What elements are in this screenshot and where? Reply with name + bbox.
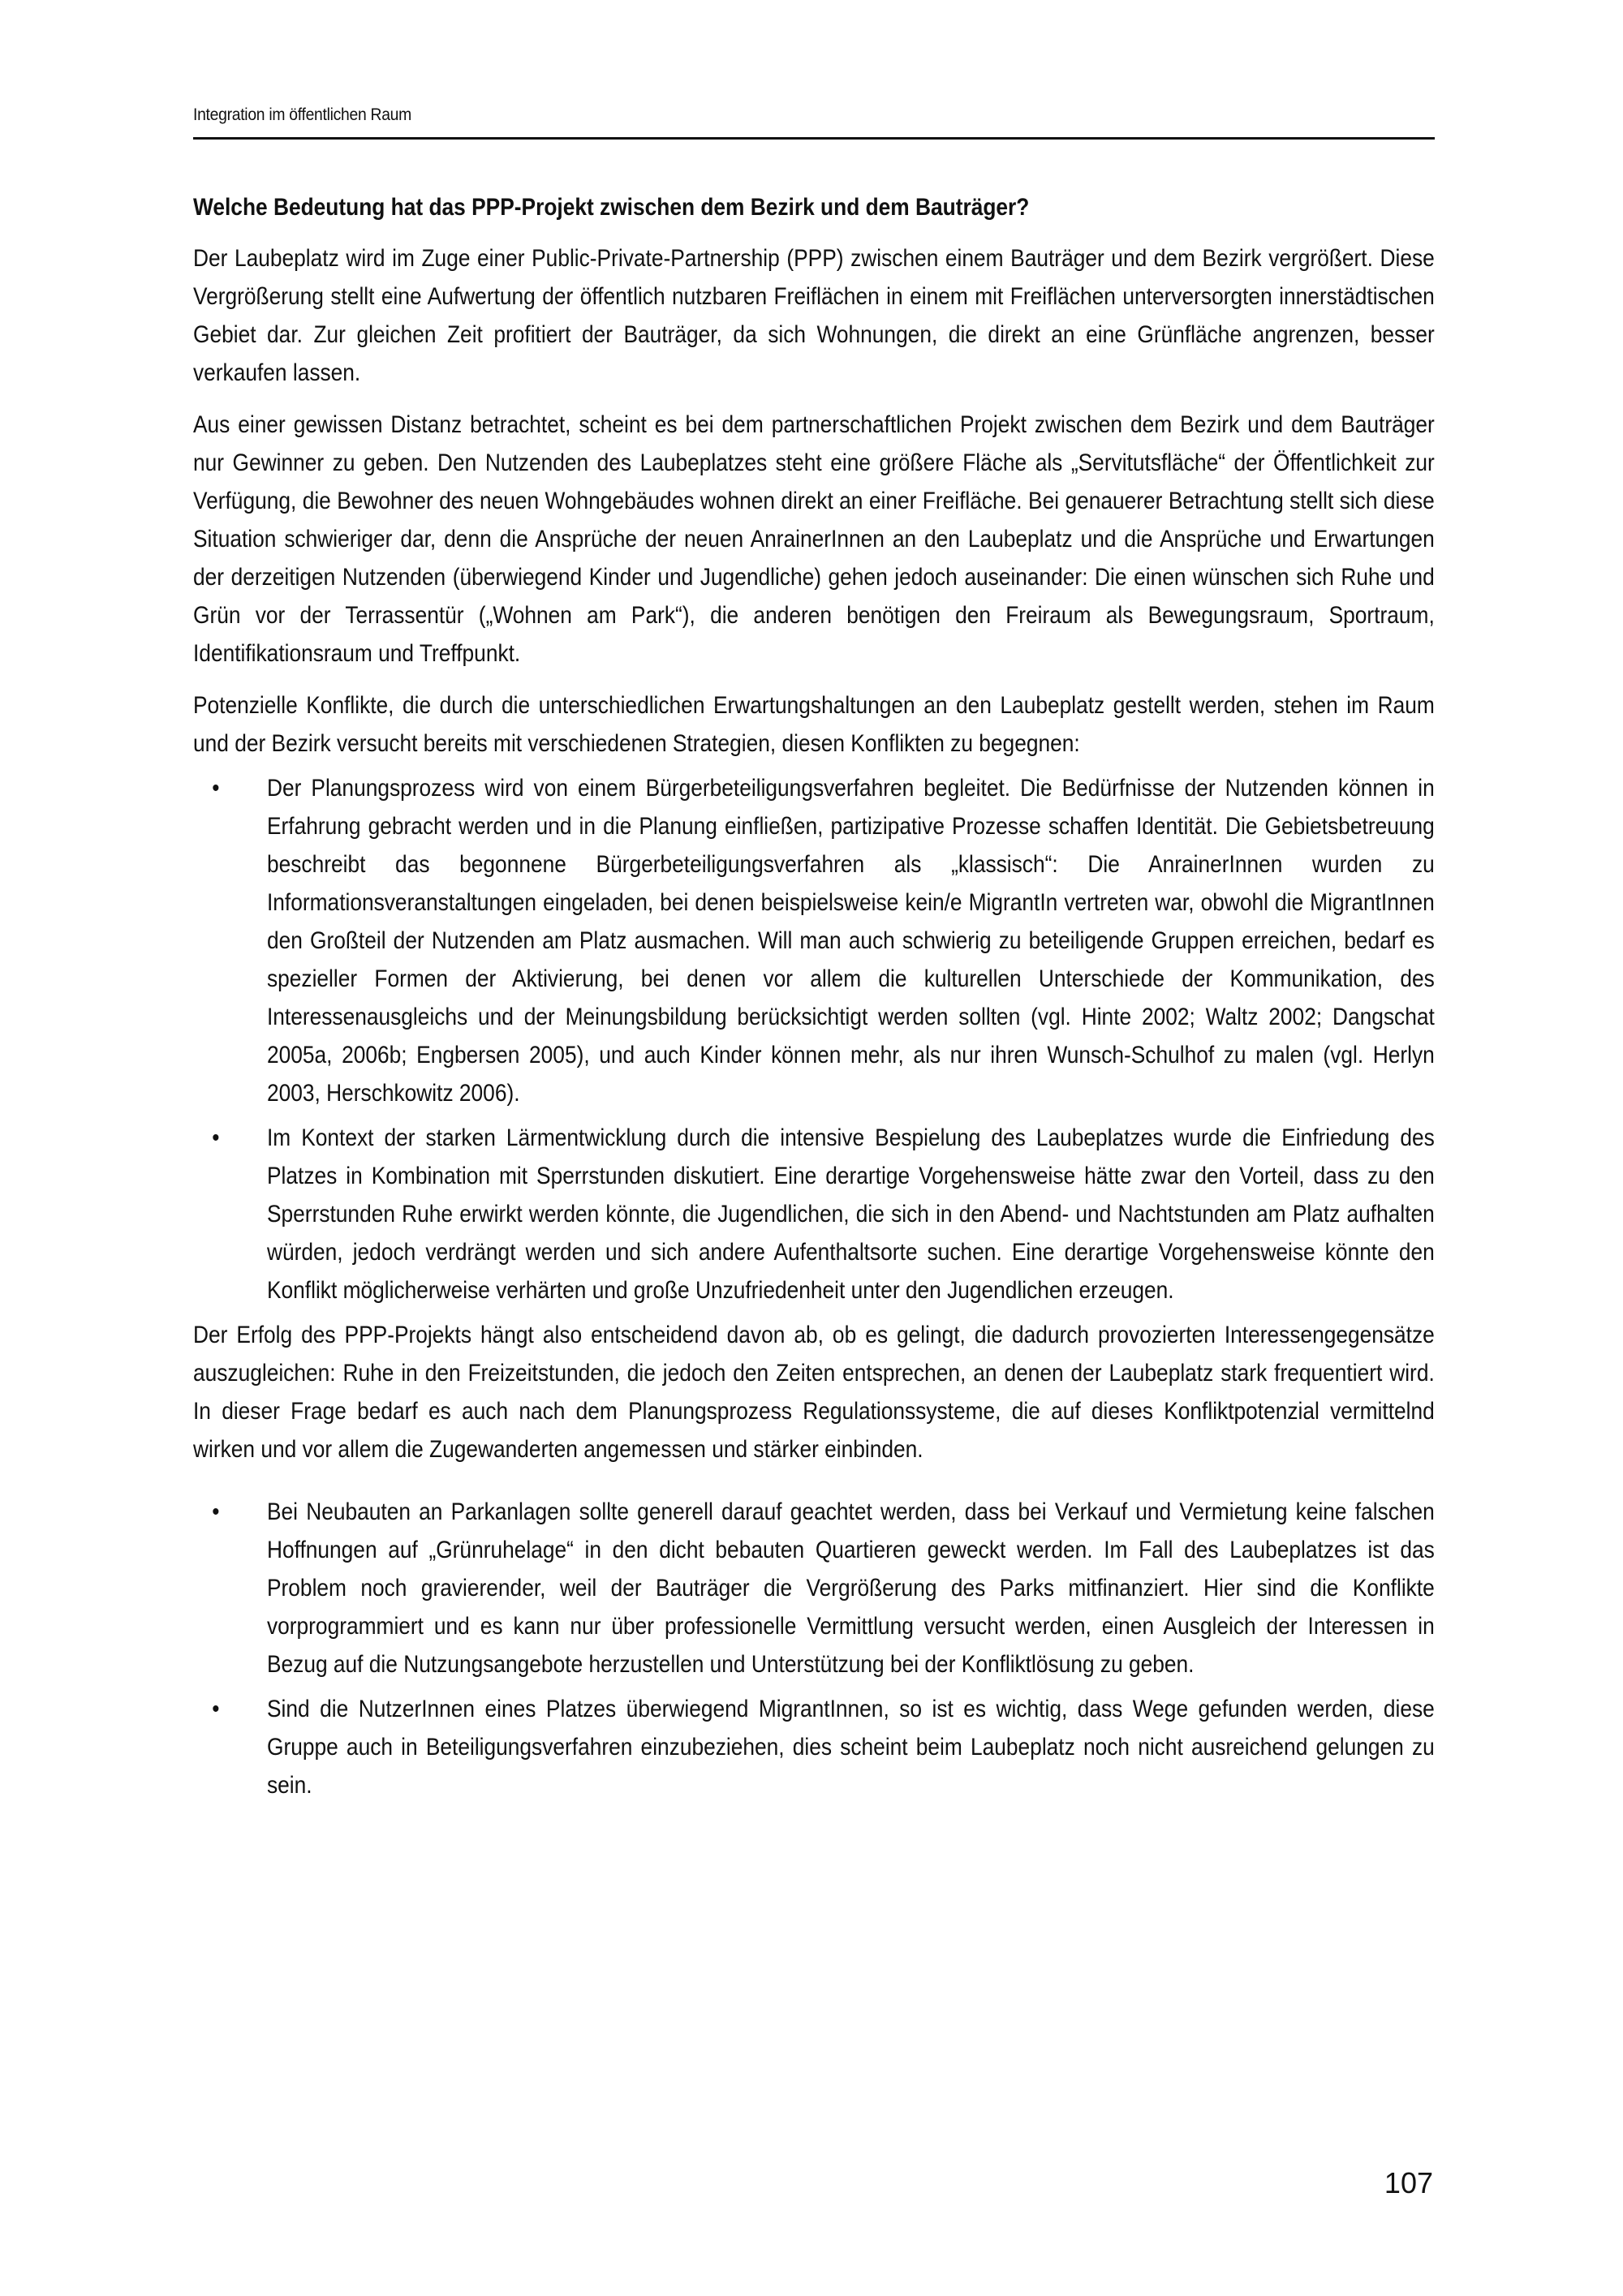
list-item	[193, 1690, 1435, 1804]
paragraph-conflicts: Potenzielle Konflikte, die durch die unterschiedlichen Erwartungshaltungen an den Laubeplatz gestellt werden, stehen im Raum und der Bezirk versucht bereits mit verschiedenen Strategien, diesen Konflikten zu begegnen:	[193, 692, 1435, 757]
bullet-dot: •	[212, 1124, 220, 1151]
paragraph-intro: Der Laubeplatz wird im Zuge einer Public-Private-Partnership (PPP) zwischen einem Bauträger und dem Bezirk vergrößert. Diese Vergrößerung stellt eine Aufwertung der öffentlich nutzbaren Freiflächen in einem mit Freiflächen unterversorgten innerstädtischen Gebiet dar. Zur gleichen Zeit profitiert der Bauträger, da sich Wohnungen, die direkt an eine Grünfläche angrenzen, besser verkaufen lassen.	[193, 245, 1435, 386]
running-header: Integration im öffentlichen Raum	[193, 105, 411, 124]
list-item-text: Der Planungsprozess wird von einem Bürgerbeteiligungsverfahren begleitet. Die Bedürfnisse der Nutzenden können in Erfahrung gebracht werden und in die Planung einfließen, partizipative Prozesse schaffen Identität. Die Gebietsbetreuung beschreibt das begonnene Bürgerbeteiligungsverfahren als „klassisch“: Die AnrainerInnen wurden zu Informationsveranstaltungen eingeladen, bei denen beispielsweise kein/e MigrantIn vertreten war, obwohl die MigrantInnen den Großteil der Nutzenden am Platz ausmachen. Will man auch schwierig zu beteiligende Gruppen erreichen, bedarf es spezieller Formen der Aktivierung, bei denen vor allem die kulturellen Unterschiede der Kommunikation, des Interessenausgleichs und der Meinungsbildung berücksichtigt werden sollten (vgl. Hinte 2002; Waltz 2002; Dangschat 2005a, 2006b; Engbersen 2005), und auch Kinder können mehr, als nur ihren Wunsch-Schulhof zu malen (vgl. Herlyn 2003, Herschkowitz 2006).	[266, 775, 1435, 1107]
list-item	[193, 1119, 1435, 1309]
list-item	[193, 1493, 1435, 1683]
list-item-text: Sind die NutzerInnen eines Platzes überwiegend MigrantInnen, so ist es wichtig, dass Wege gefunden werden, diese Gruppe auch in Beteiligungsverfahren einzubeziehen, dies scheint beim Laubeplatz noch nicht ausreichend gelungen zu sein.	[266, 1696, 1435, 1799]
bullet-list-recommendations	[193, 1493, 1435, 1804]
list-item-text: Im Kontext der starken Lärmentwicklung durch die intensive Bespielung des Laubeplatzes wurde die Einfriedung des Platzes in Kombination mit Sperrstunden diskutiert. Eine derartige Vorgehensweise hätte zwar den Vorteil, dass zu den Sperrstunden Ruhe erwirkt werden könnte, die Jugendlichen, die sich in den Abend- und Nachtstunden am Platz aufhalten würden, jedoch verdrängt werden und sich andere Aufenthaltsorte suchen. Eine derartige Vorgehensweise könnte den Konflikt möglicherweise verhärten und große Unzufriedenheit unter den Jugendlichen erzeugen.	[266, 1124, 1435, 1304]
list-item-text: Bei Neubauten an Parkanlagen sollte generell darauf geachtet werden, dass bei Verkauf und Vermietung keine falschen Hoffnungen auf „Grünruhelage“ in den dicht bebauten Quartieren geweckt werden. Im Fall des Laubeplatzes ist das Problem noch gravierender, weil der Bauträger die Vergrößerung des Parks mitfinanziert. Hier sind die Konflikte vorprogrammiert und es kann nur über professionelle Vermittlung versucht werden, einen Ausgleich der Interessen in Bezug auf die Nutzungsangebote herzustellen und Unterstützung bei der Konfliktlösung zu geben.	[266, 1498, 1435, 1678]
paragraph-analysis: Aus einer gewissen Distanz betrachtet, scheint es bei dem partnerschaftlichen Projekt zwischen dem Bezirk und dem Bauträger nur Gewinner zu geben. Den Nutzenden des Laubeplatzes steht eine größere Fläche als „Servitutsfläche“ der Öffentlichkeit zur Verfügung, die Bewohner des neuen Wohngebäudes wohnen direkt an einer Freifläche. Bei genauerer Betrachtung stellt sich diese Situation schwieriger dar, denn die Ansprüche der neuen AnrainerInnen an den Laubeplatz und die Ansprüche und Erwartungen der derzeitigen Nutzenden (überwiegend Kinder und Jugendliche) gehen jedoch auseinander: Die einen wünschen sich Ruhe und Grün vor der Terrassentür („Wohnen am Park“), die anderen benötigen den Freiraum als Bewegungsraum, Sportraum, Identifikationsraum und Treffpunkt.	[193, 411, 1435, 667]
bullet-list-strategies	[193, 769, 1435, 1309]
bullet-dot: •	[212, 1696, 220, 1722]
page-number: 107	[1384, 2166, 1433, 2199]
list-item	[193, 769, 1435, 1112]
bullet-dot: •	[212, 775, 220, 802]
header-rule	[193, 137, 1435, 140]
page-body	[193, 188, 1435, 1811]
bullet-dot: •	[212, 1498, 220, 1525]
paragraph-success: Der Erfolg des PPP-Projekts hängt also entscheidend davon ab, ob es gelingt, die dadurch provozierten Interessengegensätze auszugleichen: Ruhe in den Freizeitstunden, die jedoch den Zeiten entsprechen, an denen der Laubeplatz stark frequentiert wird. In dieser Frage bedarf es auch nach dem Planungsprozess Regulationssysteme, die auf dieses Konfliktpotenzial vermittelnd wirken und vor allem die Zugewanderten angemessen und stärker einbinden.	[193, 1322, 1435, 1463]
section-heading: Welche Bedeutung hat das PPP-Projekt zwischen dem Bezirk und dem Bauträger?	[193, 194, 1030, 221]
